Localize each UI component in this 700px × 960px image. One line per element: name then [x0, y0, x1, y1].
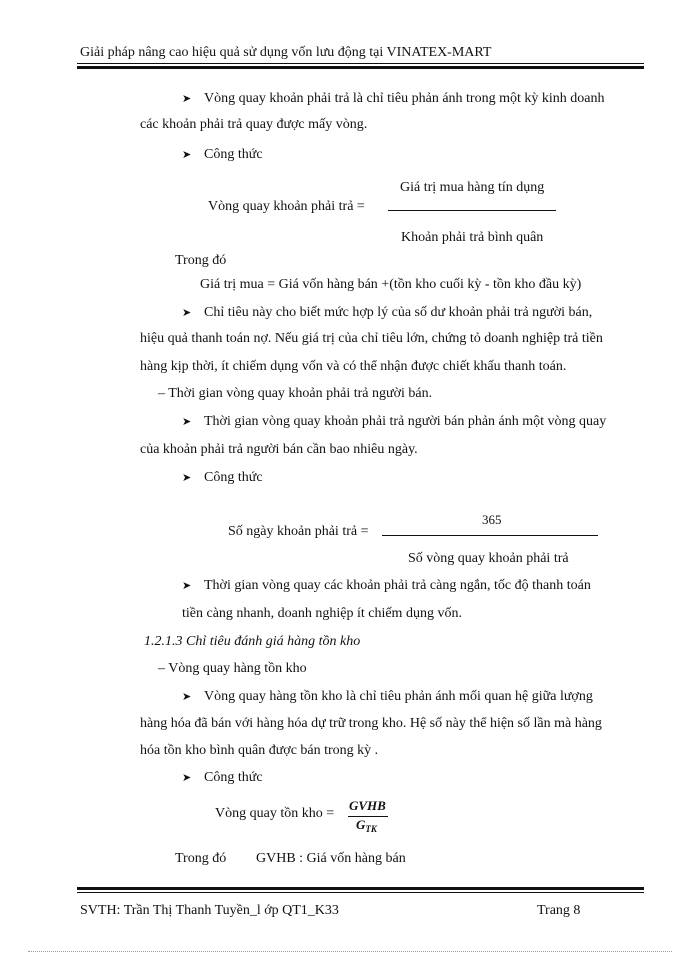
formula-2-fraction-bar: [382, 535, 598, 536]
formula-3-denominator-main: G: [356, 817, 366, 832]
formula-2-left: Số ngày khoản phải trả =: [228, 524, 369, 539]
paragraph-4-line-2: tiền càng nhanh, doanh nghiệp ít chiếm dụng vốn.: [182, 606, 462, 621]
trong-do-2: Trong đó: [175, 851, 227, 866]
formula-1-denominator: Khoản phải trả bình quân: [401, 230, 544, 245]
formula-label-3-text: Công thức: [204, 770, 263, 785]
paragraph-4-text-1: Thời gian vòng quay các khoản phải trả càng ngắn, tốc độ thanh toán: [204, 578, 591, 593]
footer-rule-thick: [77, 887, 644, 890]
footer-rule-thin: [77, 892, 644, 893]
paragraph-5-line-1: [182, 689, 593, 705]
formula-2-denominator: Số vòng quay khoản phải trả: [408, 551, 569, 566]
paragraph-1-line-1: [182, 91, 604, 107]
paragraph-2-line-3: hàng kịp thời, ít chiếm dụng vốn và có thể nhận được chiết khấu thanh toán.: [140, 359, 567, 374]
arrow-bullet-icon: ➤: [182, 579, 192, 592]
formula-3-left: Vòng quay tồn kho =: [215, 806, 335, 821]
formula-1-numerator: Giá trị mua hàng tín dụng: [400, 180, 545, 195]
formula-label-1-text: Công thức: [204, 147, 263, 162]
arrow-bullet-icon: ➤: [182, 771, 192, 784]
paragraph-5-line-3: hóa tồn kho bình quân được bán trong kỳ .: [140, 743, 379, 758]
formula-label-2: [182, 470, 263, 486]
arrow-bullet-icon: ➤: [182, 471, 192, 484]
arrow-bullet-icon: ➤: [182, 415, 192, 428]
footer-author: SVTH: Trần Thị Thanh Tuyền_l ớp QT1_K33: [80, 903, 339, 918]
formula-label-2-text: Công thức: [204, 470, 263, 485]
gvhb-definition: GVHB : Giá vốn hàng bán: [256, 851, 406, 866]
dash-item-2: – Vòng quay hàng tồn kho: [158, 661, 307, 676]
arrow-bullet-icon: ➤: [182, 148, 192, 161]
paragraph-5-line-2: hàng hóa đã bán với hàng hóa dự trữ trong kho. Hệ số này thể hiện số lần mà hàng: [140, 716, 602, 731]
dash-item-1: – Thời gian vòng quay khoản phải trả người bán.: [158, 386, 433, 401]
formula-3-numerator: GVHB: [349, 798, 386, 813]
paragraph-4-line-1: [182, 578, 591, 594]
formula-2-numerator: 365: [482, 512, 502, 527]
paragraph-3-line-2: của khoản phải trả người bán cần bao nhiêu ngày.: [140, 442, 418, 457]
formula-1-left: Vòng quay khoản phải trả =: [208, 199, 365, 214]
footer-page-number: Trang 8: [537, 903, 581, 918]
arrow-bullet-icon: ➤: [182, 690, 192, 703]
paragraph-2-line-1: [182, 305, 592, 321]
paragraph-1-text-1: Vòng quay khoản phải trả là chỉ tiêu phản ánh trong một kỳ kinh doanh: [204, 91, 605, 106]
trong-do-1: Trong đó: [175, 253, 227, 268]
header-rule-thick: [77, 66, 644, 69]
paragraph-1-line-2: các khoản phải trả quay được mấy vòng.: [140, 117, 368, 132]
section-heading: 1.2.1.3 Chỉ tiêu đánh giá hàng tồn kho: [144, 634, 361, 649]
paragraph-3-line-1: [182, 414, 606, 430]
arrow-bullet-icon: ➤: [182, 306, 192, 319]
paragraph-2-text-1: Chỉ tiêu này cho biết mức hợp lý của số dư khoản phải trả người bán,: [204, 305, 593, 320]
arrow-bullet-icon: ➤: [182, 92, 192, 105]
paragraph-5-text-1: Vòng quay hàng tồn kho là chỉ tiêu phản ánh mối quan hệ giữa lượng: [204, 689, 593, 704]
page-bottom-dotted-border: [28, 951, 672, 952]
gia-tri-mua-definition: Giá trị mua = Giá vốn hàng bán +(tồn kho cuối kỳ - tồn kho đầu kỳ): [200, 277, 582, 292]
formula-label-1: [182, 147, 263, 163]
formula-3-denominator: [356, 817, 377, 834]
formula-1-fraction-bar: [388, 210, 556, 211]
formula-3-denominator-sub: TK: [365, 824, 377, 834]
paragraph-2-line-2: hiệu quả thanh toán nợ. Nếu giá trị của chỉ tiêu lớn, chứng tỏ doanh nghiệp trả tiền: [140, 331, 603, 346]
paragraph-3-text-1: Thời gian vòng quay khoản phải trả người bán phản ánh một vòng quay: [204, 414, 607, 429]
header-rule-thin: [77, 63, 644, 64]
page-header-title: Giải pháp nâng cao hiệu quả sử dụng vốn lưu động tại VINATEX-MART: [80, 45, 492, 60]
formula-label-3: [182, 770, 263, 786]
